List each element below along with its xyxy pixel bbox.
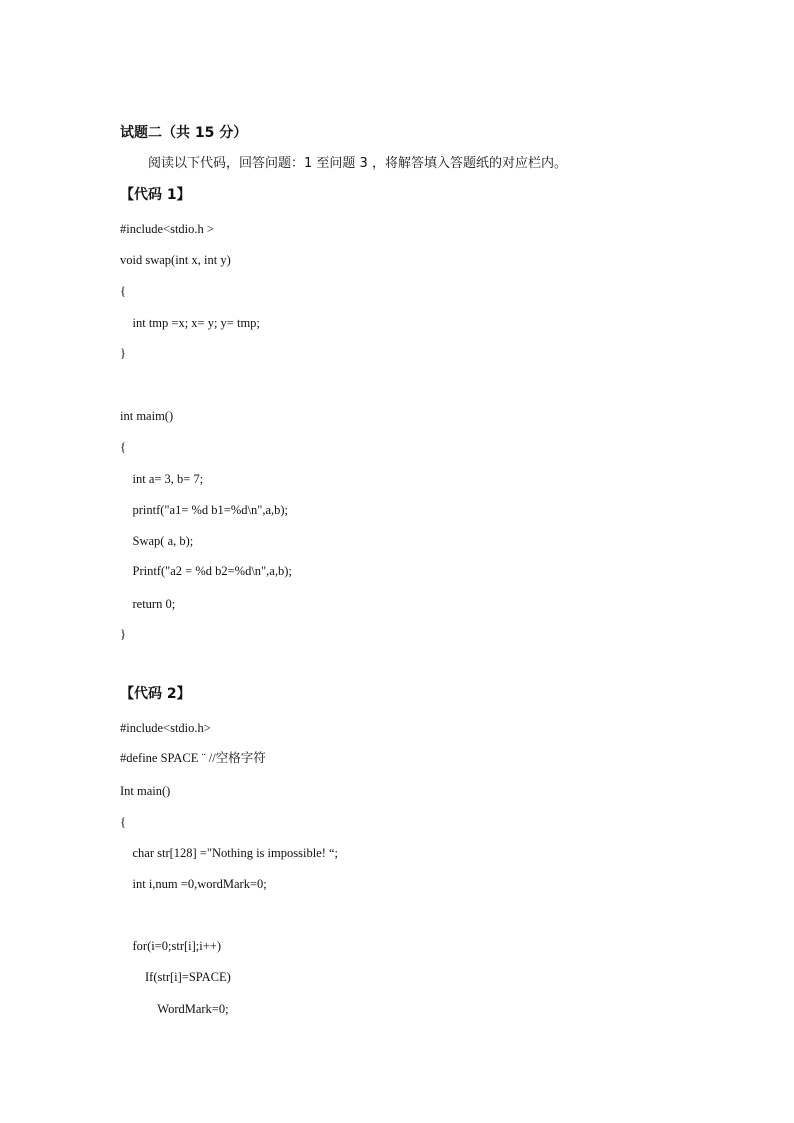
- code1-line: Swap( a, b);: [120, 534, 194, 548]
- code2-line: for(i=0;str[i];i++): [120, 939, 221, 953]
- code1-line: }: [120, 627, 126, 641]
- code1-line: int maim(): [120, 409, 174, 423]
- code1-line: Printf("a2 = %d b2=%d\n",a,b);: [120, 564, 292, 578]
- code1-line: int a= 3, b= 7;: [120, 472, 204, 486]
- code1-line: {: [120, 284, 126, 298]
- code2-line: char str[128] ="Nothing is impossible! “;: [120, 846, 339, 860]
- code2-line: If(str[i]=SPACE): [120, 970, 231, 984]
- code2-line: Int main(): [120, 784, 171, 798]
- code1-line: printf("a1= %d b1=%d\n",a,b);: [120, 503, 289, 517]
- code1-line: #include<stdio.h >: [120, 222, 214, 236]
- code1-line: }: [120, 346, 126, 360]
- code1-line: int tmp =x; x= y; y= tmp;: [120, 316, 260, 330]
- code1-label: 【代码 1】: [120, 187, 191, 203]
- code2-line: WordMark=0;: [120, 1002, 229, 1016]
- code2-line: #define SPACE ¨ //空格字符: [120, 751, 266, 765]
- code1-line: void swap(int x, int y): [120, 253, 231, 267]
- code2-line: #include<stdio.h>: [120, 721, 211, 735]
- question-title: 试题二（共 15 分）: [120, 125, 248, 141]
- code2-line: int i,num =0,wordMark=0;: [120, 877, 267, 891]
- code1-line: return 0;: [120, 597, 176, 611]
- question-instructions: 阅读以下代码，回答问题：1 至问题 3 ，将解答填入答题纸的对应栏内。: [148, 156, 567, 171]
- code1-line: {: [120, 440, 126, 454]
- code2-label: 【代码 2】: [120, 686, 191, 702]
- code2-line: {: [120, 815, 126, 829]
